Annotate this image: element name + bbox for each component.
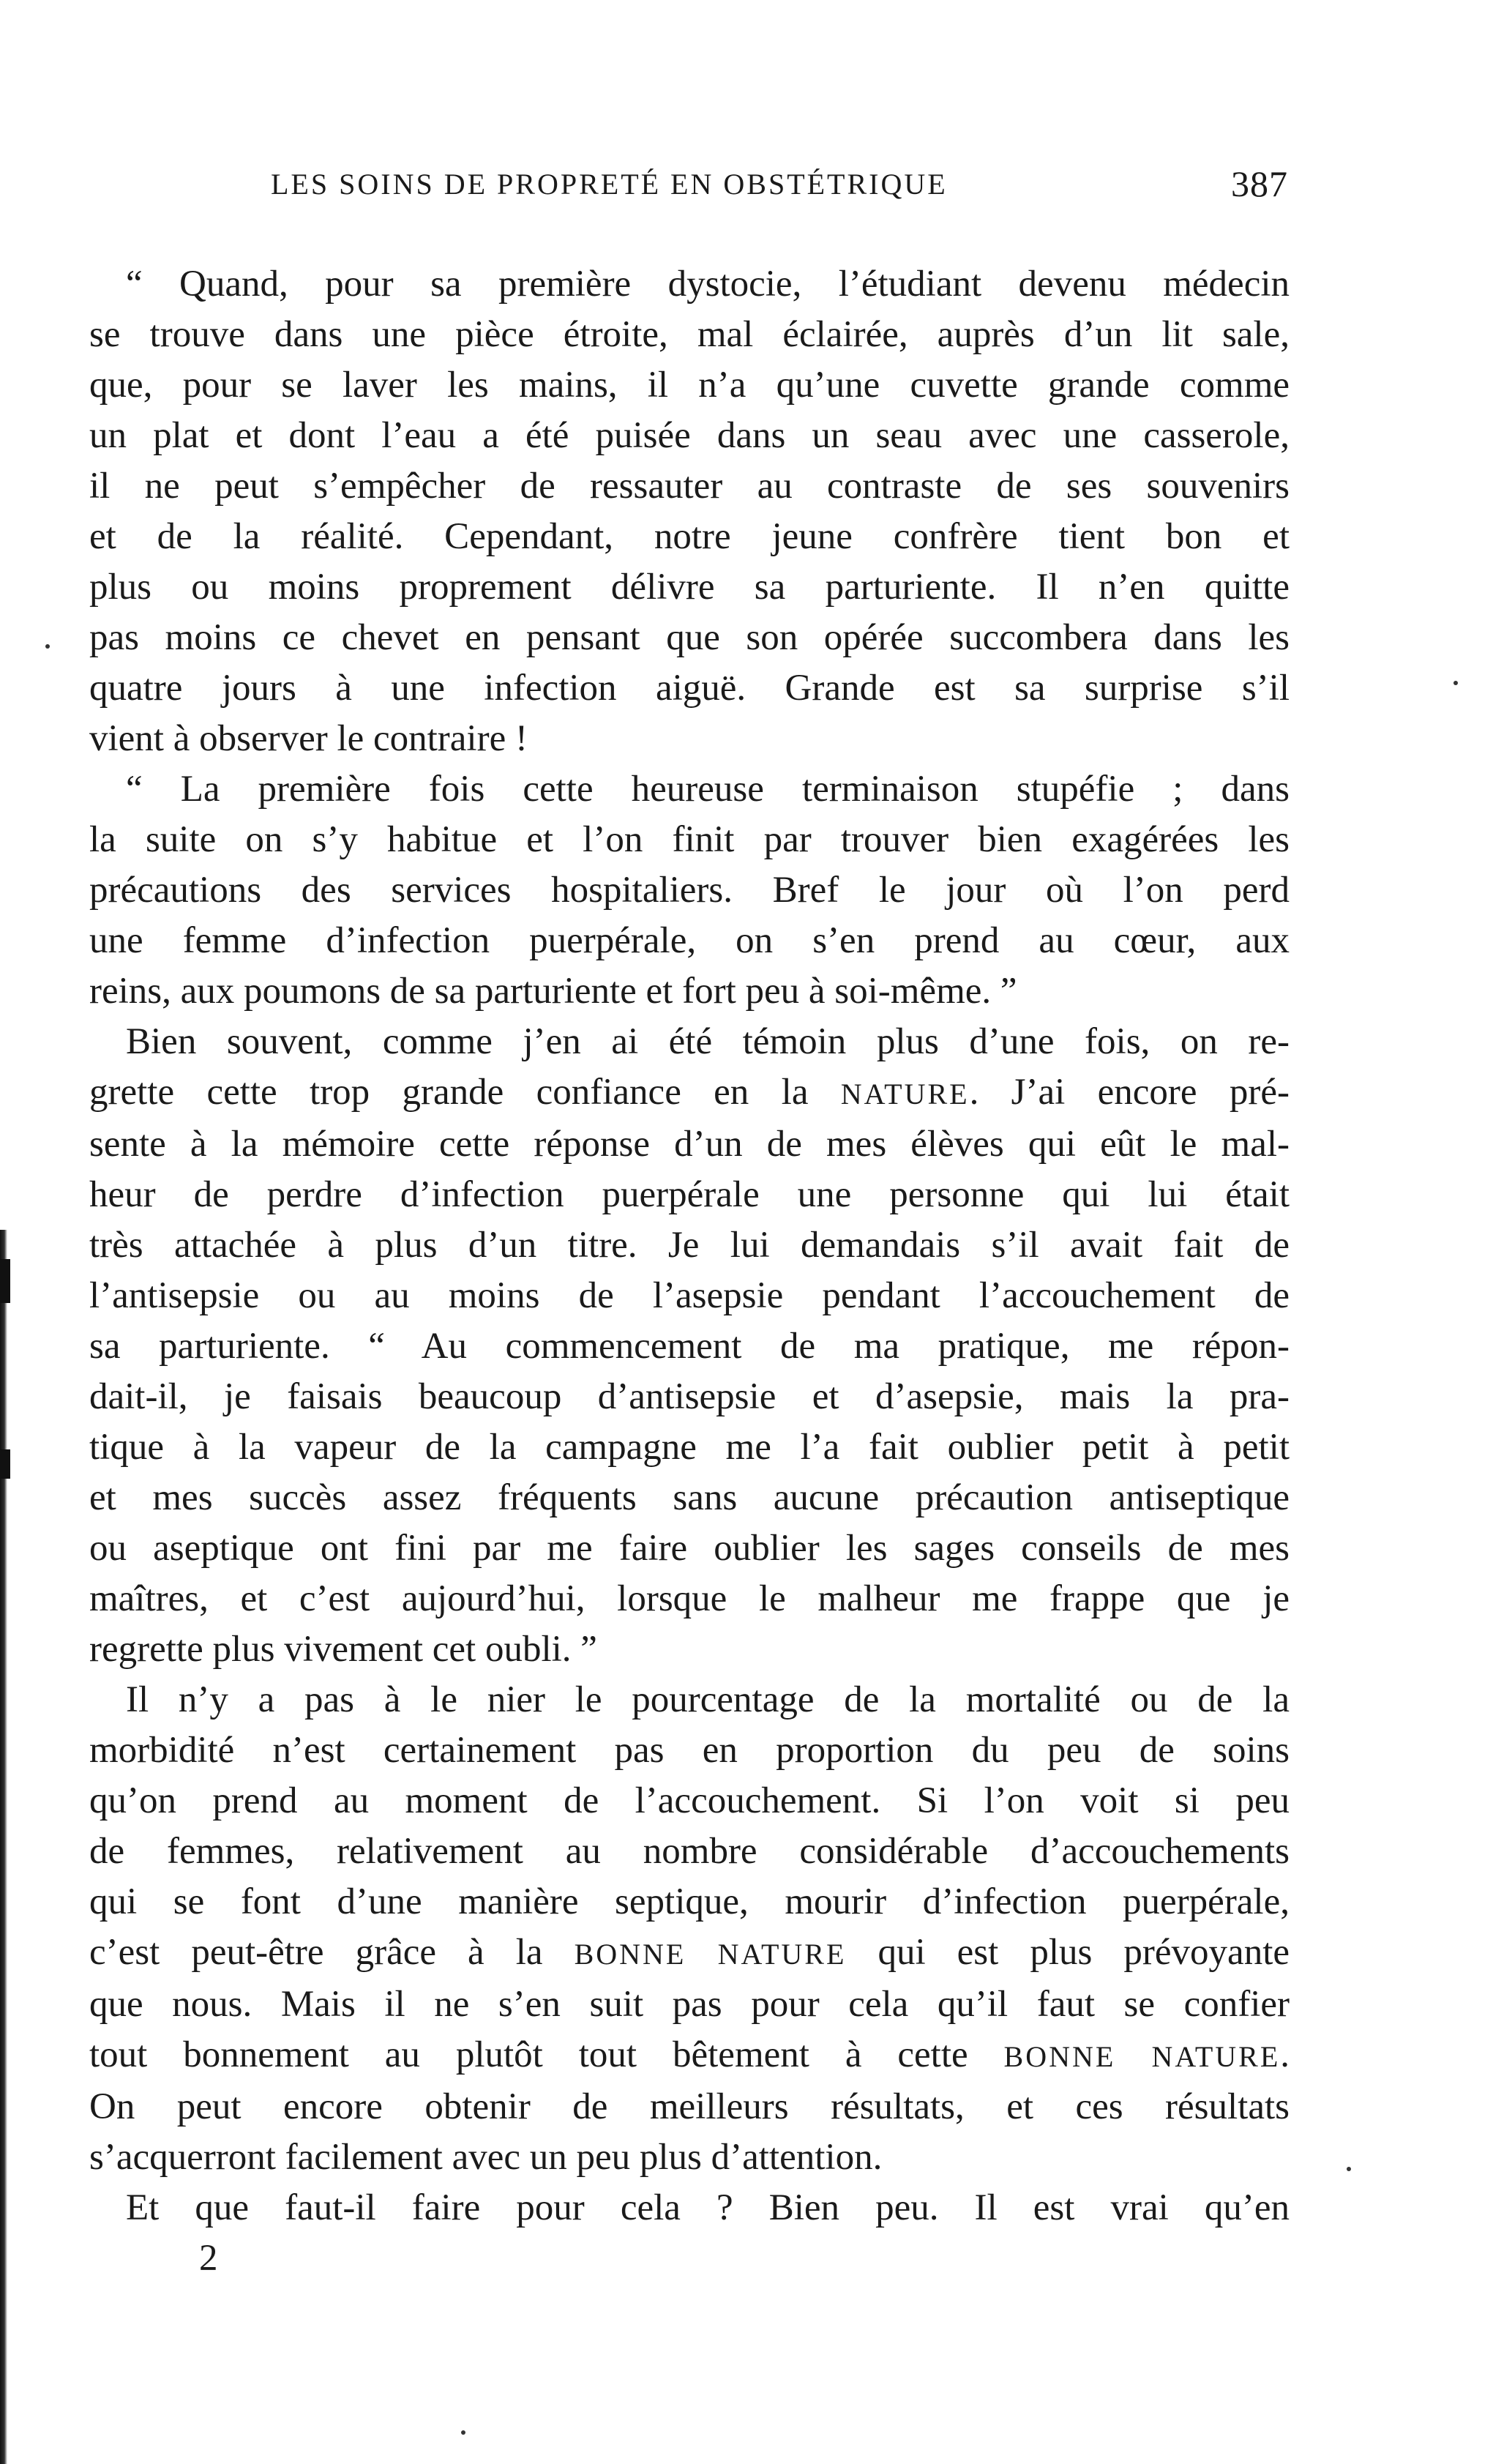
text-line bbox=[89, 512, 1290, 562]
line-text: et de la réalité. Cependant, notre jeune confrère tient bon et bbox=[89, 516, 1290, 557]
line-text: Bien souvent, comme j’en ai été témoin plus d’une fois, on re- bbox=[126, 1021, 1290, 1062]
ink-speck bbox=[1347, 2167, 1351, 2171]
small-caps-term: NATURE bbox=[840, 1078, 970, 1110]
text-line bbox=[89, 714, 1290, 764]
text-line bbox=[89, 1017, 1290, 1067]
line-text: “ Quand, pour sa première dystocie, l’étudiant devenu médecin bbox=[126, 264, 1290, 305]
small-caps-term: BONNE NATURE bbox=[1003, 2040, 1281, 2073]
line-text: On peut encore obtenir de meilleurs résultats, et ces résultats bbox=[89, 2086, 1290, 2127]
line-text: qui se font d’une manière septique, mourir d’infection puerpérale, bbox=[89, 1881, 1290, 1922]
text-line bbox=[89, 2030, 1290, 2082]
text-line bbox=[89, 1170, 1290, 1220]
line-text: il ne peut s’empêcher de ressauter au contraste de ses souvenirs bbox=[89, 466, 1290, 507]
ink-speck bbox=[461, 2430, 465, 2435]
signature-mark: 2 bbox=[199, 2238, 218, 2279]
text-line bbox=[89, 1725, 1290, 1776]
text-line bbox=[89, 360, 1290, 411]
line-text: regrette plus vivement cet oubli. ” bbox=[89, 1629, 597, 1670]
text-line bbox=[89, 2082, 1290, 2132]
binding-mark bbox=[0, 1259, 10, 1303]
text-line bbox=[89, 562, 1290, 613]
line-text: sente à la mémoire cette réponse d’un de mes élèves qui eût le mal- bbox=[89, 1124, 1290, 1165]
ink-speck bbox=[45, 644, 50, 649]
line-text: c’est peut-être grâce à la bbox=[89, 1932, 575, 1973]
line-text: qui est plus prévoyante bbox=[846, 1932, 1290, 1973]
text-line bbox=[89, 1776, 1290, 1826]
line-text: morbidité n’est certainement pas en proportion du peu de soins bbox=[89, 1730, 1290, 1771]
text-line bbox=[89, 1877, 1290, 1927]
text-line bbox=[89, 916, 1290, 966]
line-text: heur de perdre d’infection puerpérale une personne qui lui était bbox=[89, 1174, 1290, 1215]
text-line bbox=[89, 1422, 1290, 1473]
text-line bbox=[89, 1473, 1290, 1523]
text-line bbox=[89, 815, 1290, 865]
text-line bbox=[89, 613, 1290, 663]
binding-mark bbox=[0, 1449, 10, 1479]
text-line bbox=[89, 1675, 1290, 1725]
text-line bbox=[89, 1927, 1290, 1979]
text-line bbox=[89, 259, 1290, 310]
running-title: LES SOINS DE PROPRETÉ EN OBSTÉTRIQUE bbox=[271, 168, 948, 201]
line-text: quatre jours à une infection aiguë. Grande est sa surprise s’il bbox=[89, 668, 1290, 709]
line-text: . bbox=[1280, 2034, 1290, 2075]
text-line bbox=[89, 1321, 1290, 1372]
text-line bbox=[89, 1067, 1290, 1119]
line-text: la suite on s’y habitue et l’on finit par trouver bien exagérées les bbox=[89, 819, 1290, 860]
line-text: précautions des services hospitaliers. Bref le jour où l’on perd bbox=[89, 870, 1290, 911]
line-text: tout bonnement au plutôt tout bêtement à cette bbox=[89, 2034, 1004, 2075]
running-header bbox=[271, 163, 1288, 218]
text-line bbox=[89, 1574, 1290, 1624]
line-text: plus ou moins proprement délivre sa parturiente. Il n’en quitte bbox=[89, 567, 1290, 608]
text-line bbox=[89, 1523, 1290, 1574]
text-line bbox=[89, 461, 1290, 512]
line-text: reins, aux poumons de sa parturiente et fort peu à soi-même. ” bbox=[89, 971, 1017, 1012]
line-text: une femme d’infection puerpérale, on s’en prend au cœur, aux bbox=[89, 920, 1290, 961]
line-text: sa parturiente. “ Au commencement de ma pratique, me répon- bbox=[89, 1326, 1290, 1367]
text-line bbox=[89, 1372, 1290, 1422]
body-text bbox=[89, 259, 1290, 2233]
text-line bbox=[89, 2183, 1290, 2233]
text-line bbox=[89, 411, 1290, 461]
text-line bbox=[89, 865, 1290, 916]
text-line bbox=[89, 1220, 1290, 1271]
line-text: s’acquerront facilement avec un peu plus d’attention. bbox=[89, 2137, 883, 2178]
line-text: qu’on prend au moment de l’accouchement. Si l’on voit si peu bbox=[89, 1780, 1290, 1821]
line-text: grette cette trop grande confiance en la bbox=[89, 1072, 841, 1113]
line-text: “ La première fois cette heureuse terminaison stupéfie ; dans bbox=[126, 769, 1290, 810]
line-text: l’antisepsie ou au moins de l’asepsie pendant l’accouchement de bbox=[89, 1275, 1290, 1316]
line-text: dait-il, je faisais beaucoup d’antisepsie et d’asepsie, mais la pra- bbox=[89, 1376, 1290, 1417]
line-text: et mes succès assez fréquents sans aucune précaution antiseptique bbox=[89, 1477, 1290, 1518]
text-line bbox=[89, 1826, 1290, 1877]
line-text: de femmes, relativement au nombre considérable d’accouchements bbox=[89, 1831, 1290, 1872]
line-text: que nous. Mais il ne s’en suit pas pour cela qu’il faut se confier bbox=[89, 1984, 1290, 2025]
text-line bbox=[89, 663, 1290, 714]
page-number: 387 bbox=[1231, 163, 1288, 204]
text-line bbox=[89, 966, 1290, 1017]
line-text: Il n’y a pas à le nier le pourcentage de la mortalité ou de la bbox=[126, 1679, 1290, 1720]
binding-shadow bbox=[0, 1230, 7, 2464]
line-text: un plat et dont l’eau a été puisée dans un seau avec une casserole, bbox=[89, 415, 1290, 456]
line-text: ou aseptique ont fini par me faire oublier les sages conseils de mes bbox=[89, 1528, 1290, 1569]
text-line bbox=[89, 310, 1290, 360]
line-text: . J’ai encore pré- bbox=[969, 1072, 1290, 1113]
text-line bbox=[89, 1624, 1290, 1675]
line-text: très attachée à plus d’un titre. Je lui demandais s’il avait fait de bbox=[89, 1225, 1290, 1266]
small-caps-term: BONNE NATURE bbox=[574, 1938, 847, 1971]
line-text: que, pour se laver les mains, il n’a qu’une cuvette grande comme bbox=[89, 365, 1290, 406]
text-line bbox=[89, 2132, 1290, 2183]
text-line bbox=[89, 764, 1290, 815]
text-line bbox=[89, 1271, 1290, 1321]
text-line bbox=[89, 1979, 1290, 2030]
text-line bbox=[89, 1119, 1290, 1170]
line-text: Et que faut-il faire pour cela ? Bien peu. Il est vrai qu’en bbox=[126, 2187, 1290, 2228]
line-text: pas moins ce chevet en pensant que son opérée succombera dans les bbox=[89, 617, 1290, 658]
line-text: tique à la vapeur de la campagne me l’a fait oublier petit à petit bbox=[89, 1427, 1290, 1468]
line-text: vient à observer le contraire ! bbox=[89, 718, 528, 759]
ink-speck bbox=[1453, 681, 1458, 685]
line-text: se trouve dans une pièce étroite, mal éclairée, auprès d’un lit sale, bbox=[89, 314, 1290, 355]
line-text: maîtres, et c’est aujourd’hui, lorsque le malheur me frappe que je bbox=[89, 1578, 1290, 1619]
